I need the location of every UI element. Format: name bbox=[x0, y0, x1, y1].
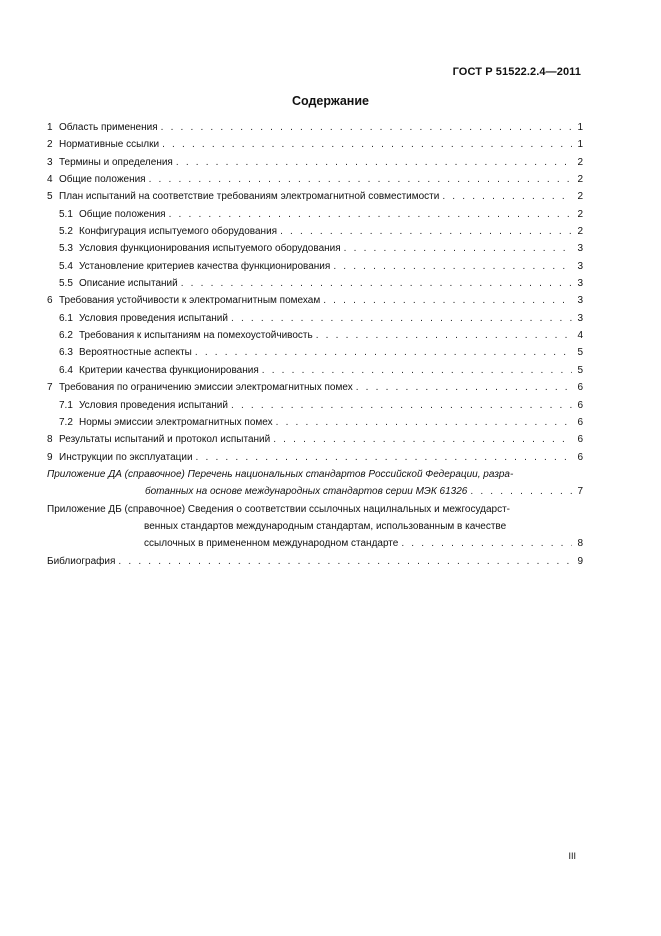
appendix-da-line2: ботанных на основе международных стандартов серии МЭК 61326 bbox=[145, 486, 468, 498]
leader-dots bbox=[442, 188, 572, 205]
toc-entry-6[interactable]: 6 Требования устойчивости к электромагнитным помехам . . . 3 bbox=[47, 292, 583, 309]
page-number: III bbox=[568, 851, 576, 861]
appendix-db-page: 8 bbox=[577, 538, 583, 550]
toc-entry-bibliography[interactable]: Библиография . . . 9 bbox=[47, 553, 583, 570]
leader-dots bbox=[276, 414, 572, 431]
appendix-db-line3: ссылочных в примененном международном стандарте bbox=[144, 538, 399, 550]
toc-entry-5-2[interactable]: 5.2 Конфигурация испытуемого оборудования . . . 2 bbox=[47, 223, 583, 240]
leader-dots bbox=[401, 535, 572, 552]
toc-entry-2[interactable]: 2 Нормативные ссылки . . . 1 bbox=[47, 136, 583, 153]
leader-dots bbox=[181, 275, 572, 292]
toc-entry-6-1[interactable]: 6.1 Условия проведения испытаний . . . 3 bbox=[47, 310, 583, 327]
toc-entry-5[interactable]: 5 План испытаний на соответствие требованиям электромагнитной совместимости . . . 2 bbox=[47, 188, 583, 205]
leader-dots bbox=[176, 154, 572, 171]
table-of-contents bbox=[47, 119, 583, 570]
toc-entry-6-2[interactable]: 6.2 Требования к испытаниям на помехоустойчивость . . . 4 bbox=[47, 327, 583, 344]
leader-dots bbox=[118, 553, 572, 570]
leader-dots bbox=[262, 362, 572, 379]
toc-entry-5-3[interactable]: 5.3 Условия функционирования испытуемого оборудования . . . 3 bbox=[47, 240, 583, 257]
leader-dots bbox=[231, 310, 572, 327]
appendix-da-page: 7 bbox=[577, 486, 583, 498]
leader-dots bbox=[169, 206, 572, 223]
document-code: ГОСТ Р 51522.2.4—2011 bbox=[452, 66, 581, 78]
toc-entry-6-3[interactable]: 6.3 Вероятностные аспекты . . . 5 bbox=[47, 344, 583, 361]
leader-dots bbox=[149, 171, 572, 188]
toc-entry-5-1[interactable]: 5.1 Общие положения . . . 2 bbox=[47, 206, 583, 223]
leader-dots bbox=[356, 379, 572, 396]
toc-entry-5-5[interactable]: 5.5 Описание испытаний . . . 3 bbox=[47, 275, 583, 292]
leader-dots bbox=[316, 327, 572, 344]
toc-entry-7-2[interactable]: 7.2 Нормы эмиссии электромагнитных помех . . . 6 bbox=[47, 414, 583, 431]
toc-appendix-db[interactable] bbox=[47, 501, 583, 553]
leader-dots bbox=[231, 397, 572, 414]
leader-dots bbox=[161, 119, 572, 136]
leader-dots bbox=[333, 258, 572, 275]
toc-entry-9[interactable]: 9 Инструкции по эксплуатации . . . 6 bbox=[47, 449, 583, 466]
toc-entry-1[interactable]: 1 Область применения . . . 1 bbox=[47, 119, 583, 136]
appendix-db-line2: венных стандартов международным стандартам, использованным в качестве bbox=[144, 520, 507, 532]
leader-dots bbox=[470, 483, 572, 500]
toc-entry-7[interactable]: 7 Требования по ограничению эмиссии электромагнитных помех . . . 6 bbox=[47, 379, 583, 396]
leader-dots bbox=[195, 344, 572, 361]
toc-entry-6-4[interactable]: 6.4 Критерии качества функционирования . . . 5 bbox=[47, 362, 583, 379]
toc-entry-4[interactable]: 4 Общие положения . . . 2 bbox=[47, 171, 583, 188]
toc-entry-7-1[interactable]: 7.1 Условия проведения испытаний . . . 6 bbox=[47, 397, 583, 414]
toc-entry-8[interactable]: 8 Результаты испытаний и протокол испытаний . . . 6 bbox=[47, 431, 583, 448]
leader-dots bbox=[273, 431, 572, 448]
leader-dots bbox=[196, 449, 572, 466]
toc-title: Содержание bbox=[291, 94, 369, 108]
toc-appendix-da[interactable] bbox=[47, 466, 583, 501]
toc-entry-3[interactable]: 3 Термины и определения . . . 2 bbox=[47, 154, 583, 171]
toc-entry-5-4[interactable]: 5.4 Установление критериев качества функционирования . . . 3 bbox=[47, 258, 583, 275]
leader-dots bbox=[162, 136, 572, 153]
appendix-da-line1: Приложение ДА (справочное) Перечень национальных стандартов Российской Федерации, разра- bbox=[47, 468, 514, 480]
leader-dots bbox=[280, 223, 572, 240]
leader-dots bbox=[323, 292, 572, 309]
appendix-db-line1: Приложение ДБ (справочное) Сведения о соответствии ссылочных нацилнальных и межгосударст- bbox=[47, 503, 510, 515]
leader-dots bbox=[344, 240, 572, 257]
